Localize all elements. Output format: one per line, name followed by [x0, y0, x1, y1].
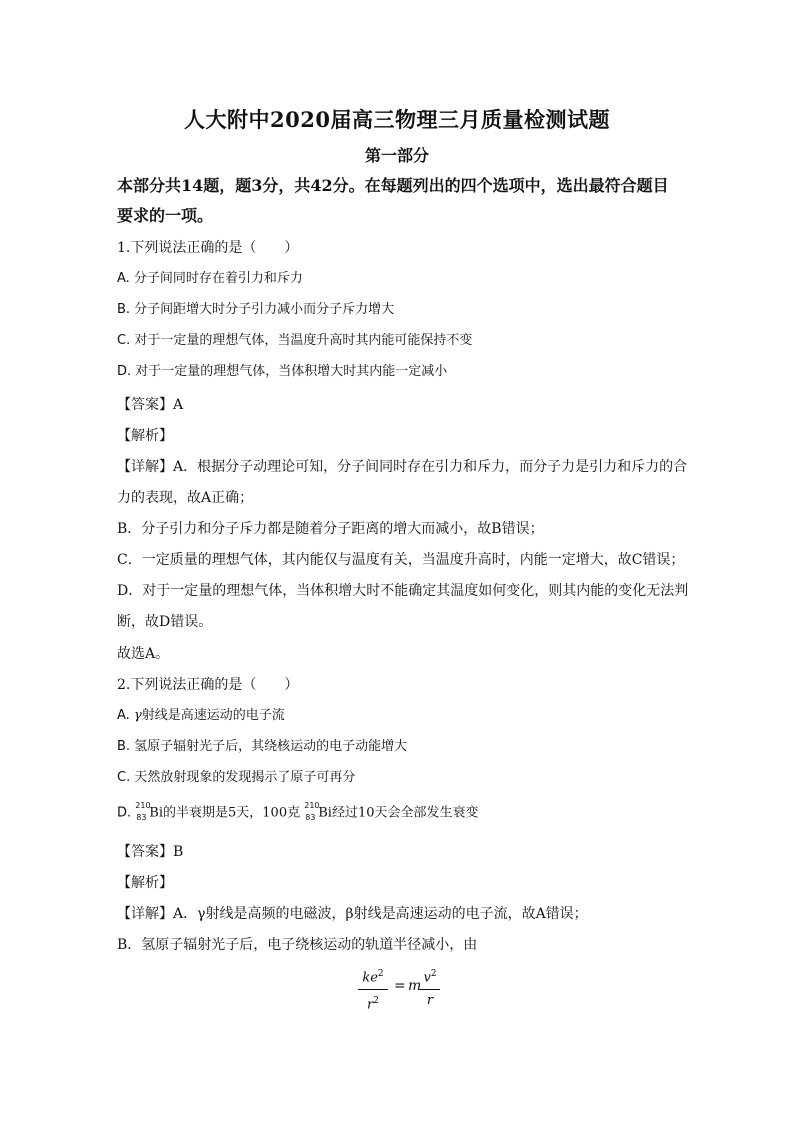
part-heading: 第一部分: [364, 146, 429, 165]
question-1-option-b: B. 分子间距增大时分子引力减小而分子斥力增大: [117, 302, 395, 317]
formula-mass: m: [408, 978, 422, 994]
question-1-option-c: C. 对于一定量的理想气体，当温度升高时其内能可能保持不变: [117, 333, 473, 348]
formula-rhs-fraction: [418, 966, 442, 1009]
option-d-prefix: D.: [117, 805, 132, 821]
formula-lhs-numerator: ke: [362, 970, 378, 986]
formula-equals: =: [394, 978, 406, 994]
question-2-option-d: [117, 803, 717, 824]
formula-lhs-numerator-exp: 2: [377, 969, 384, 979]
intro-line-2: 要求的一项。: [117, 206, 214, 225]
question-1-analysis-label: 【解析】: [117, 428, 173, 444]
nuclide-symbol-first: Bi: [149, 805, 164, 821]
question-1-detail-line-3: B．分子引力和分子斥力都是随着分子距离的增大而减小，故B错误；: [117, 521, 544, 537]
gamma-symbol: γ: [133, 708, 142, 723]
formula-lhs-denominator: r: [367, 997, 374, 1013]
formula-rhs-numerator: v: [423, 970, 431, 986]
question-2-detail-line-1: 【详解】A．γ射线是高频的电磁波，β射线是高速运动的电子流，故A错误；: [117, 906, 588, 922]
nuclide-bi-210-first: 210 83: [135, 801, 151, 822]
question-1-detail-line-6: 断，故D错误。: [117, 614, 213, 630]
question-2-option-b: B. 氢原子辐射光子后，其绕核运动的电子动能增大: [117, 739, 408, 754]
option-d-end: 经过10天会全部发生衰变: [331, 805, 479, 821]
question-1-option-d: D. 对于一定量的理想气体，当体积增大时其内能一定减小: [117, 364, 448, 379]
question-1-detail-line-4: C．一定质量的理想气体，其内能仅与温度有关，当温度升高时，内能一定增大，故C错误；: [117, 552, 685, 568]
question-1-answer: 【答案】A: [117, 397, 184, 413]
option-d-middle: 的半衰期是5天，100克: [163, 805, 301, 821]
coulomb-centripetal-formula: [356, 966, 446, 1016]
question-2-stem: 2.下列说法正确的是（ ）: [117, 677, 299, 693]
question-1-stem: 1.下列说法正确的是（ ）: [117, 240, 299, 256]
option-a-prefix: A.: [117, 708, 130, 723]
question-1-detail-line-5: D．对于一定量的理想气体，当体积增大时不能确定其温度如何变化，则其内能的变化无法判: [117, 583, 689, 599]
formula-rhs-numerator-exp: 2: [430, 969, 437, 979]
option-a-text: 射线是高速运动的电子流: [141, 708, 285, 723]
question-2-detail-line-2: B．氢原子辐射光子后，电子绕核运动的轨道半径减小，由: [117, 937, 478, 953]
formula-lhs-denominator-exp: 2: [373, 996, 379, 1007]
question-1-conclusion: 故选A。: [117, 646, 170, 662]
question-1-detail-line-1: 【详解】A．根据分子动理论可知，分子间同时存在引力和斥力，而分子力是引力和斥力的合: [117, 459, 688, 475]
nuclide-symbol-second: Bi: [318, 805, 332, 821]
intro-line-1: 本部分共14题，题3分，共42分。在每题列出的四个选项中，选出最符合题目: [117, 176, 669, 195]
fraction-bar: [358, 989, 388, 990]
document-title: 人大附中2020届高三物理三月质量检测试题: [184, 107, 610, 132]
nuclide-bi-210-second: 210 83: [304, 801, 320, 822]
question-1-detail-line-2: 力的表现，故A正确；: [117, 490, 254, 506]
formula-rhs-denominator: r: [426, 993, 434, 1009]
question-2-option-c: C. 天然放射现象的发现揭示了原子可再分: [117, 770, 356, 785]
question-1-option-a: A. 分子间同时存在着引力和斥力: [117, 271, 303, 286]
question-2-answer: 【答案】B: [117, 844, 184, 860]
question-2-option-a: [117, 706, 717, 726]
question-2-analysis-label: 【解析】: [117, 875, 173, 891]
formula-lhs-fraction: [356, 966, 390, 1014]
fraction-bar: [420, 989, 440, 990]
